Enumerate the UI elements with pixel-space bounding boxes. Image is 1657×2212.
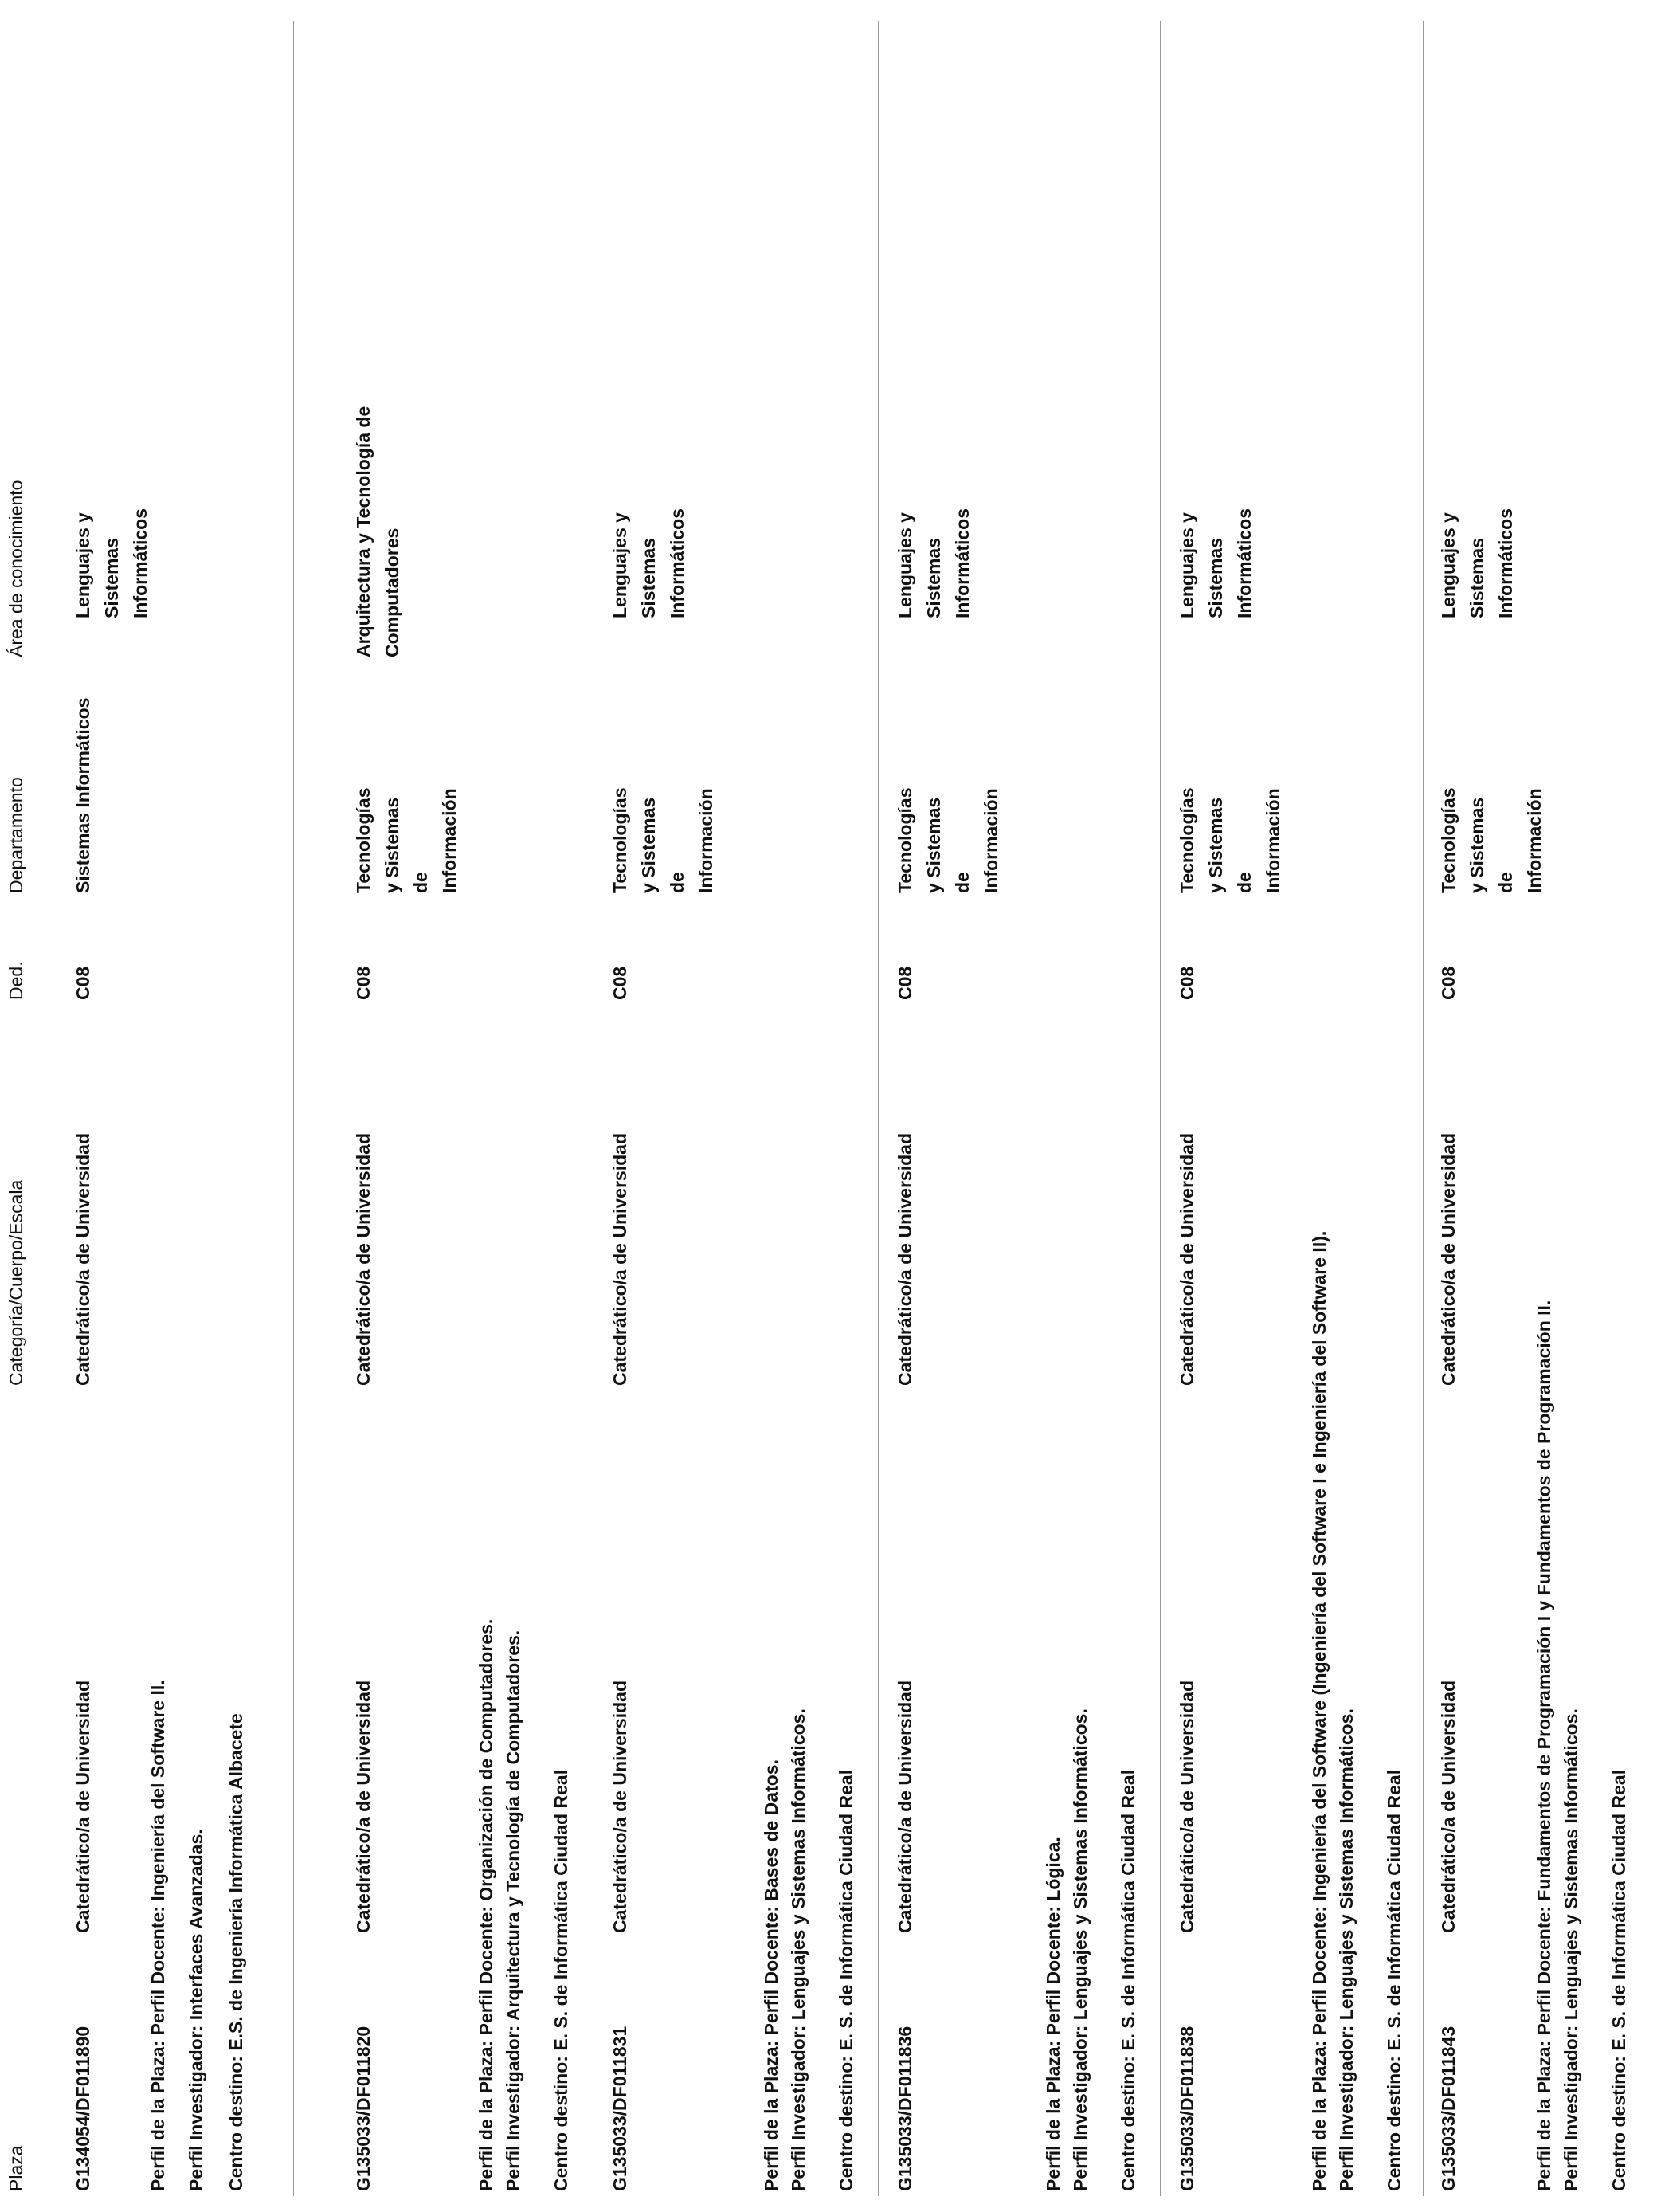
row-ded: C08 [72,966,93,1000]
row-departamento: Tecnologías y Sistemas de Información [353,787,460,893]
row-ded: C08 [895,966,915,1000]
row-area: Lenguajes y Sistemas Informáticos [1438,508,1516,618]
row-departamento: Tecnologías y Sistemas de Información [895,787,1001,893]
row-perfil-docente: Perfil de la Plaza: Perfil Docente: Lógica. [1043,1837,1064,2191]
row-plaza: G134054/DF011890 [72,2026,93,2191]
row-ded: C08 [1177,966,1197,1000]
row-centro: Centro destino: E. S. de Informática Ciudad Real [550,1769,571,2191]
row-categoria: Catedrático/a de Universidad [895,1133,915,1386]
row-centro: Centro destino: E. S. de Informática Ciudad Real [1384,1769,1404,2191]
row-perfil-investigador: Perfil Investigador: Interfaces Avanzadas. [186,1829,206,2191]
header-categoria: Categoría/Cuerpo/Escala [6,1179,26,1386]
row-perfil-investigador: Perfil Investigador: Lenguajes y Sistemas Informáticos. [1070,1708,1091,2191]
row-perfil-investigador: Perfil Investigador: Lenguajes y Sistemas Informáticos. [1336,1708,1357,2191]
row-perfil-investigador: Perfil Investigador: Arquitectura y Tecnología de Computadores. [503,1630,523,2191]
row-centro: Centro destino: E. S. de Informática Ciudad Real [1608,1769,1629,2191]
row-categoria: Catedrático/a de Universidad [1177,1133,1197,1386]
row-area: Lenguajes y Sistemas Informáticos [895,508,973,618]
row-perfil-docente: Perfil de la Plaza: Perfil Docente: Bases de Datos. [761,1759,781,2191]
row-departamento: Tecnologías y Sistemas de Información [1438,787,1545,893]
row-area: Lenguajes y Sistemas Informáticos [72,508,151,618]
row-centro: Centro destino: E. S. de Informática Ciudad Real [1118,1769,1138,2191]
row-categoria-plaza: Catedrático/a de Universidad [1438,1681,1459,1933]
header-plaza: Plaza [6,2145,26,2191]
row-perfil-docente: Perfil de la Plaza: Perfil Docente: Organización de Computadores. [476,1618,496,2191]
row-perfil-investigador: Perfil Investigador: Lenguajes y Sistemas Informáticos. [1561,1708,1581,2191]
row-categoria-plaza: Catedrático/a de Universidad [609,1681,630,1933]
row-categoria-plaza: Catedrático/a de Universidad [353,1681,374,1933]
row-plaza: G135033/DF011838 [1177,2026,1197,2191]
row-ded: C08 [1438,966,1459,1000]
header-area: Área de conocimiento [6,480,26,657]
row-categoria: Catedrático/a de Universidad [1438,1133,1459,1386]
header-departamento: Departamento [6,777,26,893]
row-departamento: Sistemas Informáticos [72,697,93,893]
row-plaza: G135033/DF011820 [353,2026,374,2191]
header-ded: Ded. [6,961,26,1000]
row-departamento: Tecnologías y Sistemas de Información [609,787,716,893]
row-area: Arquitectura y Tecnología de Computadores [353,406,402,657]
row-separator [878,21,879,2196]
row-categoria-plaza: Catedrático/a de Universidad [895,1681,915,1933]
row-perfil-docente: Perfil de la Plaza: Perfil Docente: Fundamentos de Programación I y Fundamentos de Programación II. [1534,1300,1554,2191]
row-perfil-investigador: Perfil Investigador: Lenguajes y Sistemas Informáticos. [788,1708,809,2191]
row-categoria-plaza: Catedrático/a de Universidad [72,1681,93,1933]
row-centro: Centro destino: E. S. de Informática Ciudad Real [836,1769,856,2191]
row-plaza: G135033/DF011831 [609,2026,630,2191]
row-categoria: Catedrático/a de Universidad [609,1133,630,1386]
row-separator [1423,21,1424,2196]
row-separator [293,21,294,2196]
row-categoria: Catedrático/a de Universidad [353,1133,374,1386]
row-area: Lenguajes y Sistemas Informáticos [1177,508,1255,618]
row-ded: C08 [353,966,374,1000]
row-perfil-docente: Perfil de la Plaza: Perfil Docente: Ingeniería del Software II. [147,1680,168,2191]
row-plaza: G135033/DF011836 [895,2026,915,2191]
row-plaza: G135033/DF011843 [1438,2026,1459,2191]
row-departamento: Tecnologías y Sistemas de Información [1177,787,1283,893]
row-separator [1160,21,1161,2196]
row-ded: C08 [609,966,630,1000]
row-categoria: Catedrático/a de Universidad [72,1133,93,1386]
row-categoria-plaza: Catedrático/a de Universidad [1177,1681,1197,1933]
row-perfil-docente: Perfil de la Plaza: Perfil Docente: Ingeniería del Software (Ingeniería del Software I e Ingeniería del Software II). [1309,1230,1330,2191]
row-centro: Centro destino: E.S. de Ingeniería Informática Albacete [225,1713,246,2191]
row-area: Lenguajes y Sistemas Informáticos [609,508,687,618]
